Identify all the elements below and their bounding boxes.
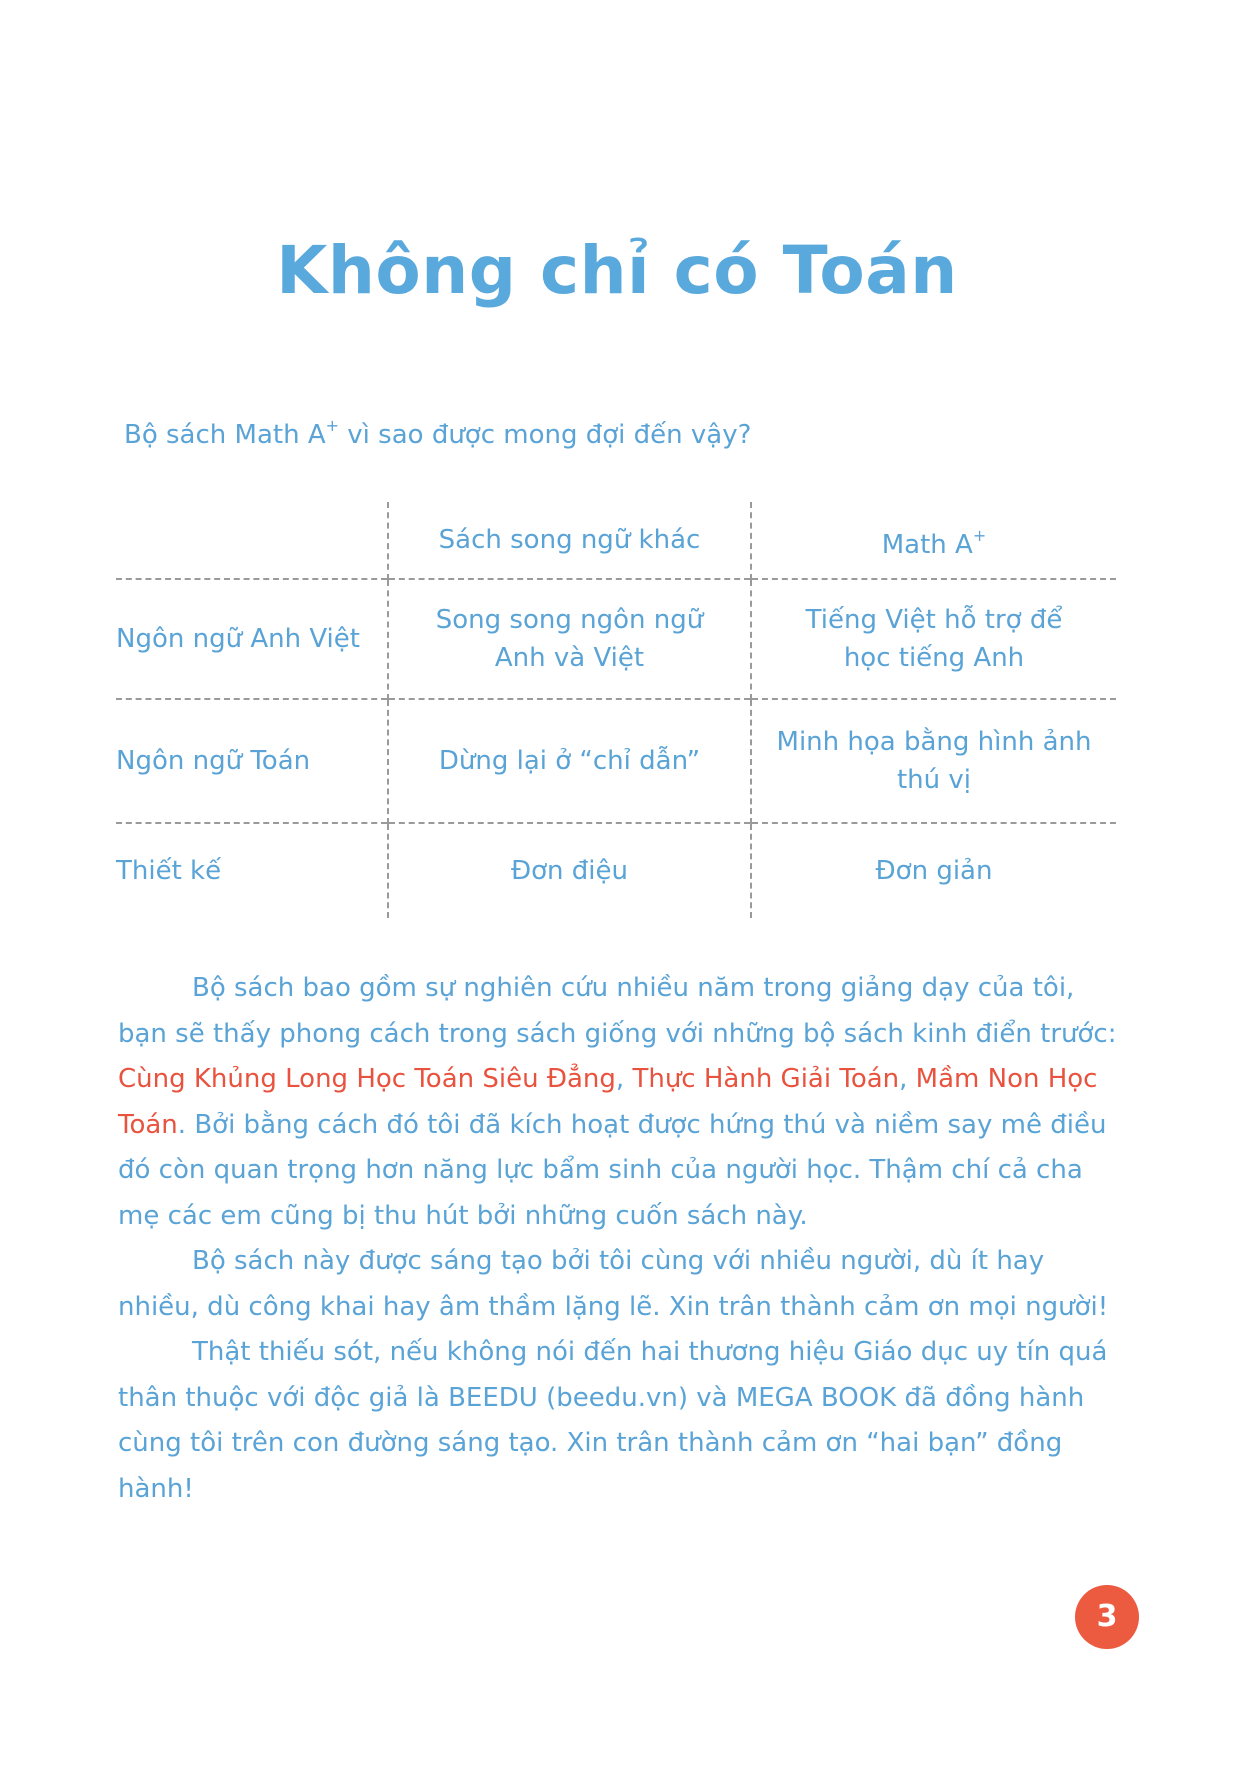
separator: , <box>615 1064 633 1094</box>
book-title-2: Thực Hành Giải Toán <box>632 1064 900 1094</box>
page-number-badge: 3 <box>1075 1585 1139 1649</box>
header-other-books: Sách song ngữ khác <box>388 502 751 579</box>
book-title-1: Cùng Khủng Long Học Toán Siêu Đẳng <box>118 1064 616 1094</box>
table-row <box>116 579 1116 699</box>
intro-text-before: Bộ sách Math A <box>124 420 326 450</box>
cell-line: Anh và Việt <box>494 643 645 673</box>
intro-question <box>124 416 751 450</box>
cell-other-anh-viet <box>388 579 751 699</box>
comparison-table <box>116 502 1116 918</box>
cell-line: Song song ngôn ngữ <box>435 605 704 635</box>
row-label-ngon-ngu-toan: Ngôn ngữ Toán <box>116 699 388 823</box>
cell-line: Dừng lại ở “chỉ dẫn” <box>438 746 701 776</box>
cell-other-thiet-ke <box>388 823 751 918</box>
cell-line: Tiếng Việt hỗ trợ để <box>805 605 1063 635</box>
book-title-3: Mầm Non Học Toán <box>118 1064 1098 1140</box>
cell-line: Đơn điệu <box>511 856 628 886</box>
intro-text-after: vì sao được mong đợi đến vậy? <box>339 420 752 450</box>
cell-math-thiet-ke <box>751 823 1116 918</box>
paragraph-3: Thật thiếu sót, nếu không nói đến hai thương hiệu Giáo dục uy tín quá thân thuộc với độc giả là BEEDU (beedu.vn) và MEGA BOOK đã đồng hành cùng tôi trên con đường sáng tạo. Xin trân thành cảm ơn “hai bạn” đồng hành! <box>118 1337 1108 1504</box>
table-row <box>116 699 1116 823</box>
table-row <box>116 823 1116 918</box>
header-math-a-superscript: + <box>972 525 987 545</box>
intro-superscript: + <box>325 416 340 435</box>
cell-other-ngon-ngu-toan <box>388 699 751 823</box>
paragraph-1-end: . Bởi bằng cách đó tôi đã kích hoạt được hứng thú và niềm say mê điều đó còn quan trọng hơn năng lực bẩm sinh của người học. Thậm chí cả cha mẹ các em cũng bị thu hút bởi những cuốn sách này. <box>118 1109 1107 1231</box>
cell-line: Minh họa bằng hình ảnh <box>776 727 1092 757</box>
table-header-row <box>116 502 1116 579</box>
cell-line: học tiếng Anh <box>843 643 1025 673</box>
cell-line: Đơn giản <box>875 856 993 886</box>
paragraph-1 <box>118 966 1118 1239</box>
cell-math-anh-viet <box>751 579 1116 699</box>
row-label-thiet-ke: Thiết kế <box>116 823 388 918</box>
paragraph-1-start: Bộ sách bao gồm sự nghiên cứu nhiều năm trong giảng dạy của tôi, bạn sẽ thấy phong cách trong sách giống với những bộ sách kinh điển trước: <box>118 973 1117 1049</box>
header-empty-cell <box>116 502 388 579</box>
header-math-a-plus <box>751 502 1116 579</box>
cell-math-ngon-ngu-toan <box>751 699 1116 823</box>
page-title: Không chỉ có Toán <box>276 232 958 309</box>
body-text <box>118 966 1118 1512</box>
cell-line: thú vị <box>896 765 972 795</box>
header-math-a-text: Math A <box>881 529 973 560</box>
separator: , <box>899 1064 916 1094</box>
paragraph-2: Bộ sách này được sáng tạo bởi tôi cùng với nhiều người, dù ít hay nhiều, dù công khai hay âm thầm lặng lẽ. Xin trân thành cảm ơn mọi người! <box>118 1246 1109 1322</box>
row-label-anh-viet: Ngôn ngữ Anh Việt <box>116 579 388 699</box>
